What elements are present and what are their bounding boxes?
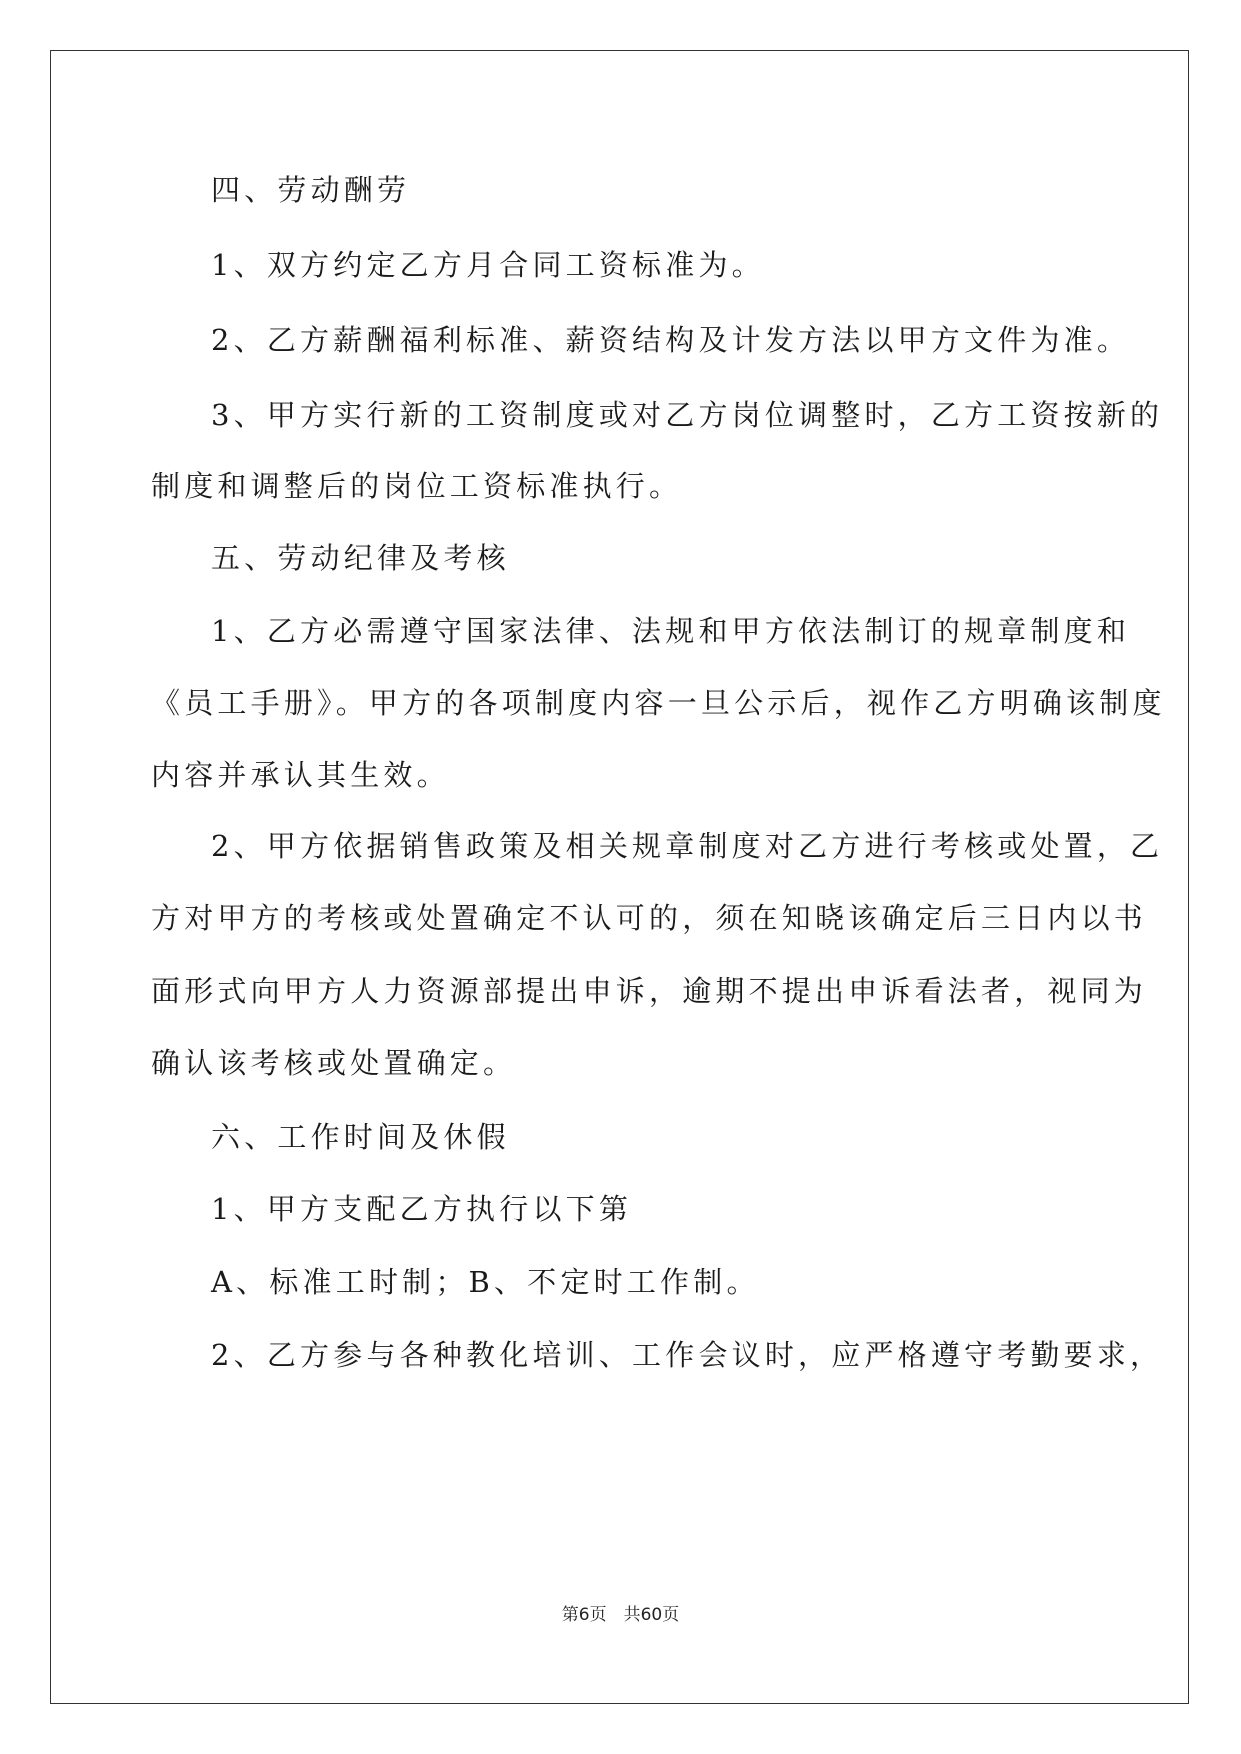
paragraph-line: 2、乙方参与各种教化培训、工作会议时，应严格遵守考勤要求， <box>211 1338 1164 1372</box>
section-heading-5: 五、劳动纪律及考核 <box>211 541 510 575</box>
paragraph-line: 制度和调整后的岗位工资标准执行。 <box>151 469 683 503</box>
paragraph-line: 1、双方约定乙方月合同工资标准为。 <box>211 248 765 282</box>
paragraph-line: 2、乙方薪酬福利标准、薪资结构及计发方法以甲方文件为准。 <box>211 323 1131 357</box>
section-heading-4: 四、劳动酬劳 <box>211 173 411 207</box>
paragraph-line: 3、甲方实行新的工资制度或对乙方岗位调整时，乙方工资按新的 <box>211 398 1164 432</box>
section-heading-6: 六、工作时间及休假 <box>211 1120 510 1154</box>
paragraph-line: 2、甲方依据销售政策及相关规章制度对乙方进行考核或处置，乙 <box>211 829 1164 863</box>
paragraph-line: 面形式向甲方人力资源部提出申诉，逾期不提出申诉看法者，视同为 <box>151 974 1148 1008</box>
paragraph-line: 方对甲方的考核或处置确定不认可的，须在知晓该确定后三日内以书 <box>151 901 1148 935</box>
paragraph-line: 内容并承认其生效。 <box>151 758 450 792</box>
paragraph-line: 《员工手册》。甲方的各项制度内容一旦公示后，视作乙方明确该制度 <box>151 686 1166 720</box>
paragraph-line: 确认该考核或处置确定。 <box>151 1046 517 1080</box>
paragraph-line: 1、甲方支配乙方执行以下第 <box>211 1192 633 1226</box>
paragraph-line: 1、乙方必需遵守国家法律、法规和甲方依法制订的规章制度和 <box>211 614 1131 648</box>
page-number-footer: 第6页 共60页 <box>561 1605 680 1625</box>
page-border <box>50 50 1189 1704</box>
paragraph-line: A、标准工时制；B、不定时工作制。 <box>211 1265 760 1299</box>
